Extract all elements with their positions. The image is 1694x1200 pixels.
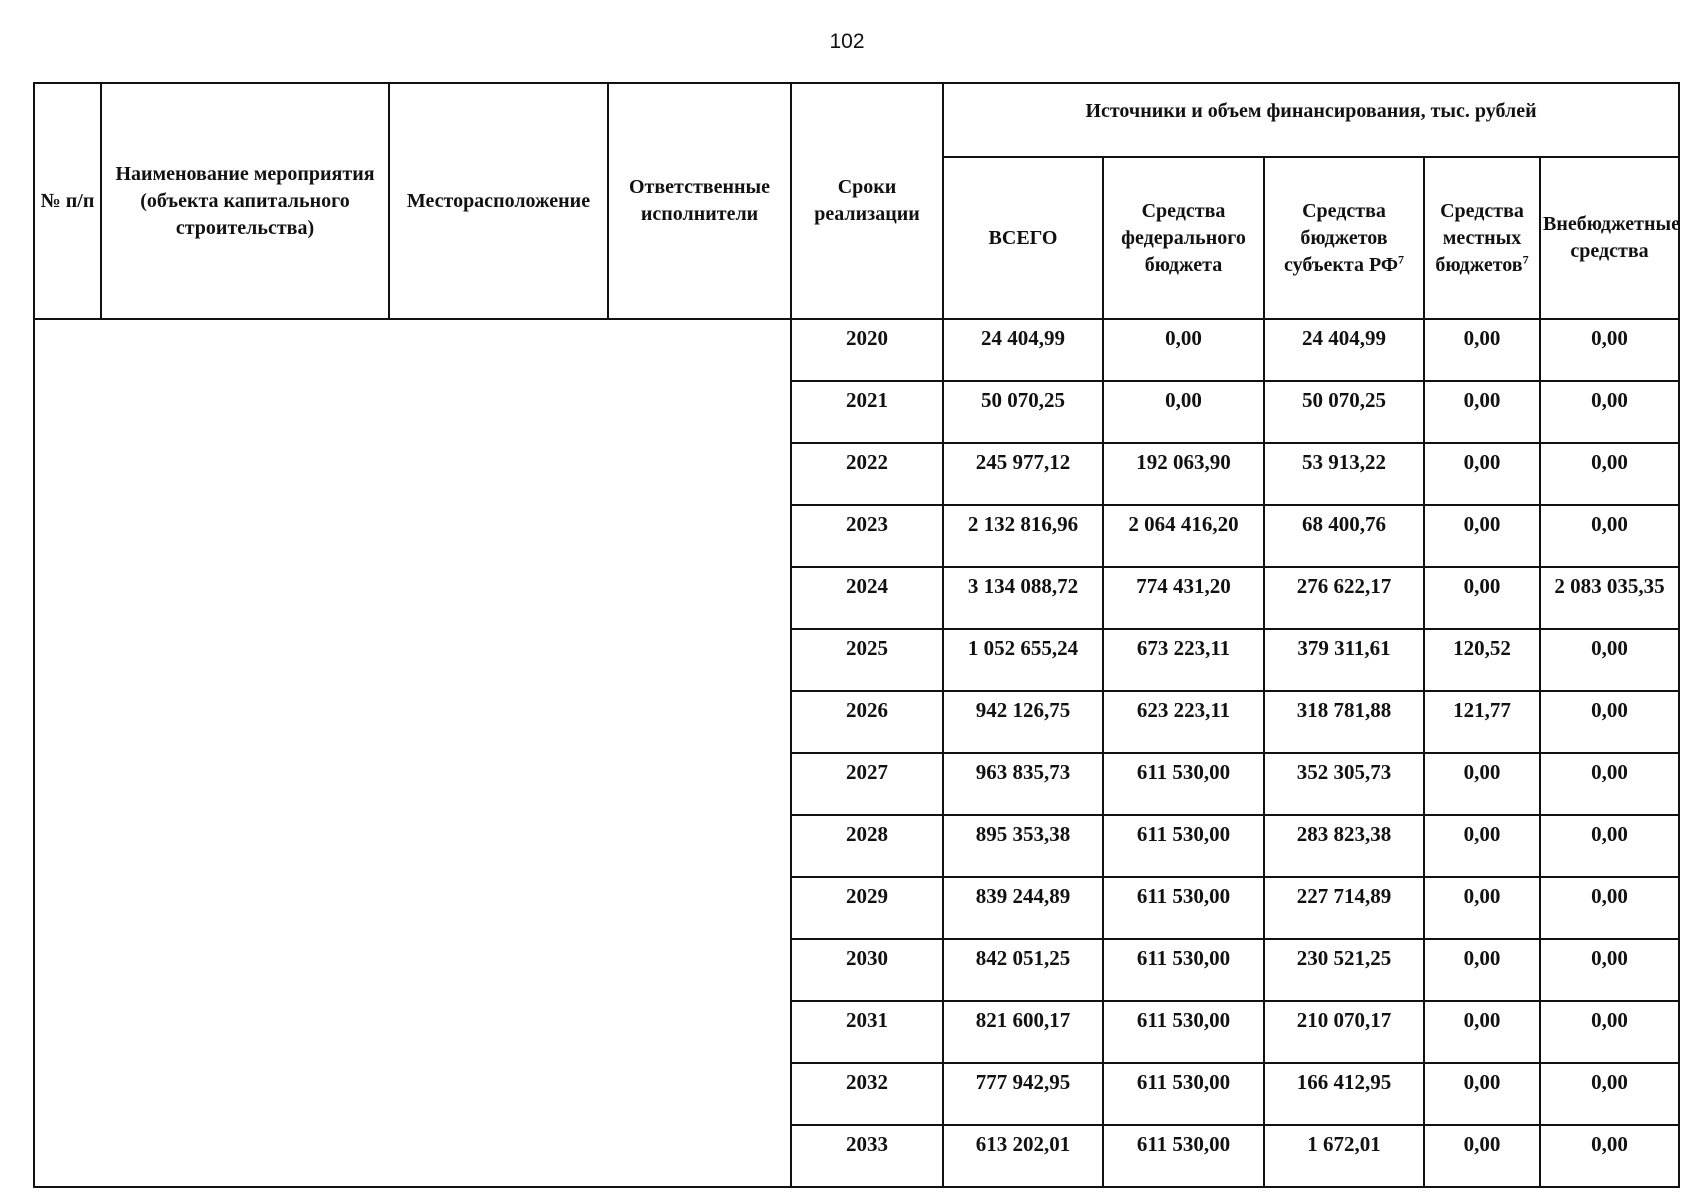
cell-extra: 0,00 [1540,505,1679,567]
cell-federal: 611 530,00 [1103,815,1264,877]
cell-extra: 0,00 [1540,753,1679,815]
header-name: Наименование мероприятия (объекта капитального строительства) [101,83,389,319]
cell-subject: 68 400,76 [1264,505,1424,567]
cell-subject: 24 404,99 [1264,319,1424,381]
cell-total: 3 134 088,72 [943,567,1103,629]
cell-extra: 0,00 [1540,1063,1679,1125]
header-executors: Ответственные исполнители [608,83,791,319]
table-body [34,319,1679,1187]
cell-federal: 611 530,00 [1103,753,1264,815]
cell-total: 777 942,95 [943,1063,1103,1125]
cell-federal: 611 530,00 [1103,1125,1264,1187]
cell-federal: 611 530,00 [1103,1063,1264,1125]
cell-year: 2023 [791,505,943,567]
cell-subject: 318 781,88 [1264,691,1424,753]
footnote-mark: 7 [1522,251,1529,266]
cell-total: 24 404,99 [943,319,1103,381]
cell-year: 2021 [791,381,943,443]
cell-year: 2033 [791,1125,943,1187]
cell-extra: 0,00 [1540,629,1679,691]
cell-extra: 0,00 [1540,443,1679,505]
cell-subject: 276 622,17 [1264,567,1424,629]
header-federal: Средства федерального бюджета [1103,157,1264,319]
cell-year: 2025 [791,629,943,691]
cell-subject: 210 070,17 [1264,1001,1424,1063]
cell-local: 0,00 [1424,815,1540,877]
header-subject [1264,157,1424,319]
cell-federal: 611 530,00 [1103,877,1264,939]
cell-total: 613 202,01 [943,1125,1103,1187]
header-local-text: Средства местных бюджетов [1435,199,1524,276]
cell-total: 942 126,75 [943,691,1103,753]
cell-federal: 673 223,11 [1103,629,1264,691]
cell-year: 2026 [791,691,943,753]
cell-year: 2027 [791,753,943,815]
cell-year: 2022 [791,443,943,505]
cell-federal: 192 063,90 [1103,443,1264,505]
header-num: № п/п [34,83,101,319]
cell-subject: 283 823,38 [1264,815,1424,877]
header-period: Сроки реализации [791,83,943,319]
cell-extra: 0,00 [1540,939,1679,1001]
cell-local: 0,00 [1424,1063,1540,1125]
empty-merged-cell [34,319,791,1187]
cell-total: 895 353,38 [943,815,1103,877]
header-extrabudget: Внебюджетные средства [1540,157,1679,319]
cell-federal: 611 530,00 [1103,1001,1264,1063]
cell-local: 0,00 [1424,753,1540,815]
cell-federal: 2 064 416,20 [1103,505,1264,567]
cell-extra: 0,00 [1540,1125,1679,1187]
cell-local: 0,00 [1424,505,1540,567]
cell-total: 963 835,73 [943,753,1103,815]
cell-local: 0,00 [1424,939,1540,1001]
cell-total: 839 244,89 [943,877,1103,939]
cell-subject: 1 672,01 [1264,1125,1424,1187]
page-number: 102 [829,30,865,53]
table-header [34,83,1679,319]
cell-extra: 0,00 [1540,815,1679,877]
cell-total: 842 051,25 [943,939,1103,1001]
cell-year: 2029 [791,877,943,939]
cell-extra: 0,00 [1540,877,1679,939]
cell-year: 2024 [791,567,943,629]
cell-local: 0,00 [1424,567,1540,629]
cell-extra: 0,00 [1540,381,1679,443]
cell-year: 2030 [791,939,943,1001]
cell-total: 2 132 816,96 [943,505,1103,567]
cell-subject: 227 714,89 [1264,877,1424,939]
cell-total: 50 070,25 [943,381,1103,443]
cell-extra: 0,00 [1540,691,1679,753]
cell-total: 821 600,17 [943,1001,1103,1063]
footnote-mark: 7 [1398,251,1405,266]
header-location: Месторасположение [389,83,608,319]
cell-subject: 50 070,25 [1264,381,1424,443]
header-local [1424,157,1540,319]
cell-federal: 774 431,20 [1103,567,1264,629]
cell-local: 0,00 [1424,877,1540,939]
cell-local: 0,00 [1424,443,1540,505]
header-subject-text: Средства бюджетов субъекта РФ [1283,199,1399,276]
cell-local: 120,52 [1424,629,1540,691]
cell-extra: 2 083 035,35 [1540,567,1679,629]
cell-total: 1 052 655,24 [943,629,1103,691]
cell-year: 2032 [791,1063,943,1125]
cell-local: 0,00 [1424,1125,1540,1187]
cell-local: 0,00 [1424,381,1540,443]
cell-federal: 0,00 [1103,381,1264,443]
cell-extra: 0,00 [1540,1001,1679,1063]
cell-subject: 53 913,22 [1264,443,1424,505]
cell-local: 0,00 [1424,319,1540,381]
table-row [34,319,1679,381]
cell-extra: 0,00 [1540,319,1679,381]
financing-table [33,82,1680,1188]
cell-year: 2020 [791,319,943,381]
cell-subject: 230 521,25 [1264,939,1424,1001]
cell-year: 2028 [791,815,943,877]
header-total: ВСЕГО [943,157,1103,319]
header-sources: Источники и объем финансирования, тыс. рублей [943,83,1679,157]
cell-subject: 379 311,61 [1264,629,1424,691]
cell-local: 121,77 [1424,691,1540,753]
cell-federal: 623 223,11 [1103,691,1264,753]
cell-local: 0,00 [1424,1001,1540,1063]
cell-total: 245 977,12 [943,443,1103,505]
cell-year: 2031 [791,1001,943,1063]
cell-federal: 611 530,00 [1103,939,1264,1001]
cell-federal: 0,00 [1103,319,1264,381]
cell-subject: 166 412,95 [1264,1063,1424,1125]
cell-subject: 352 305,73 [1264,753,1424,815]
